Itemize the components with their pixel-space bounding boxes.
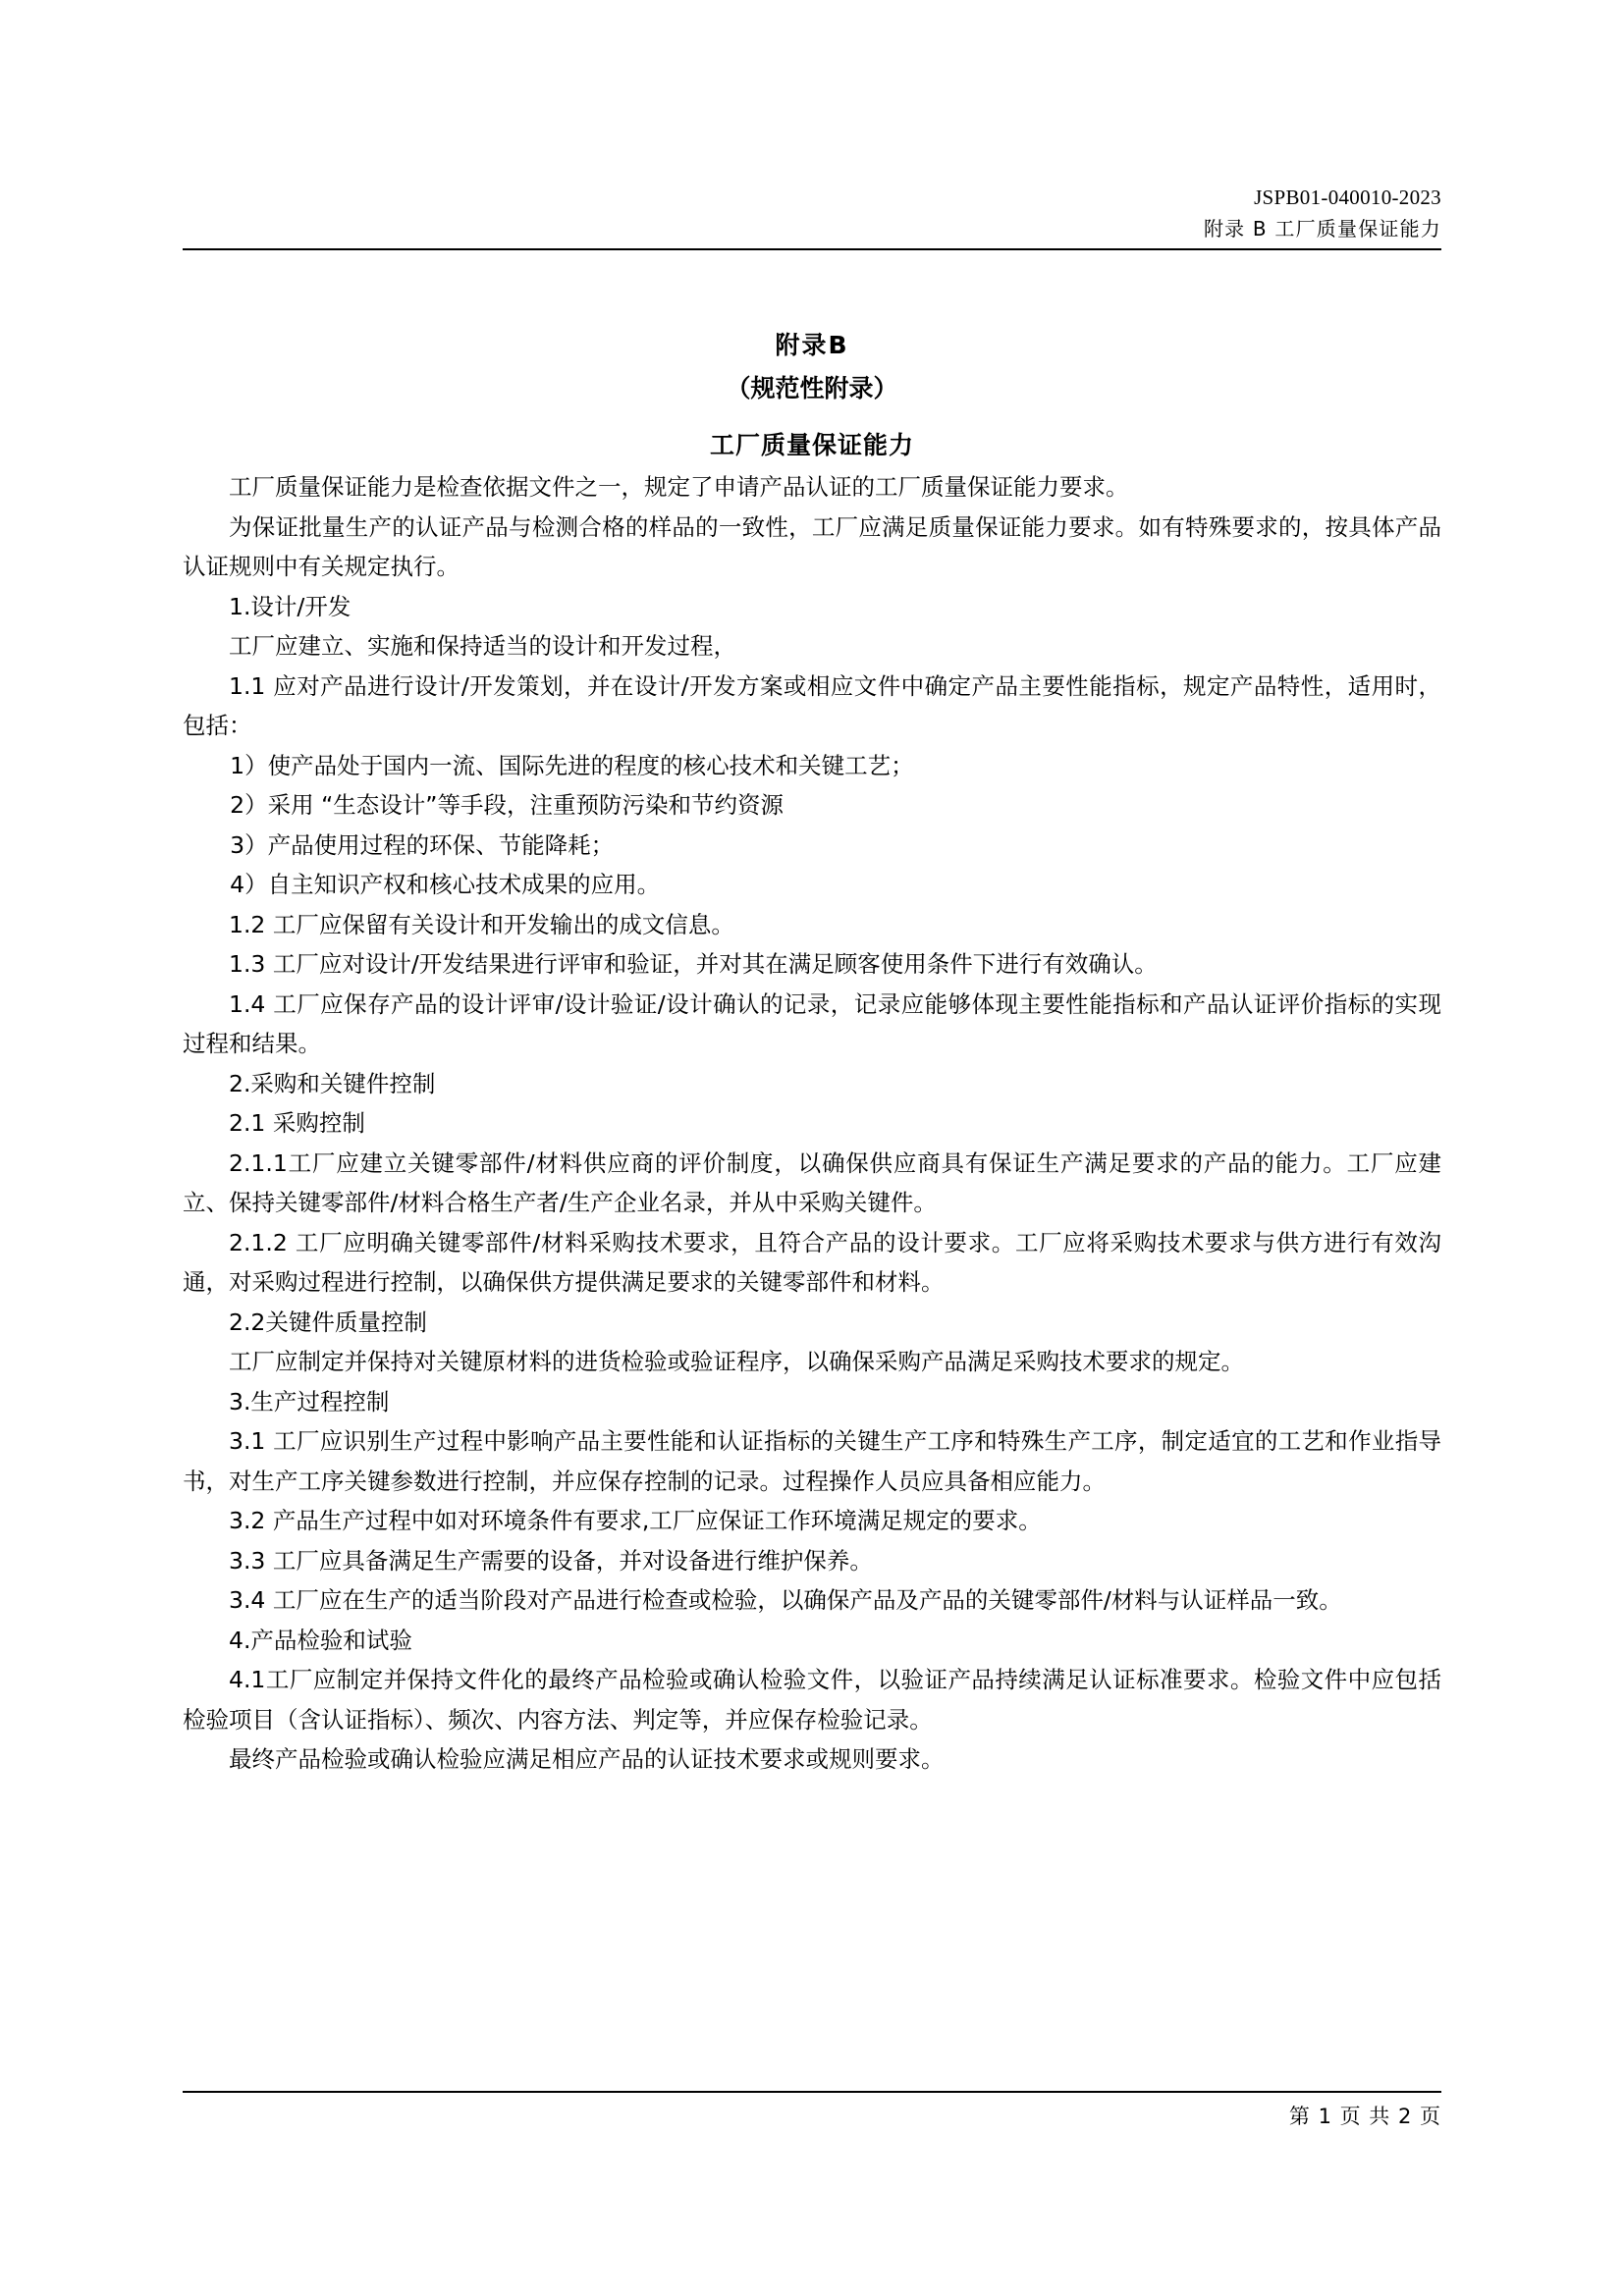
list-item: 4）自主知识产权和核心技术成果的应用。 <box>230 871 661 898</box>
paragraph: 2.2关键件质量控制 <box>229 1308 427 1336</box>
paragraph: 1.设计/开发 <box>229 592 352 620</box>
page-footer <box>183 2101 1441 2130</box>
paragraph: 最终产品检验或确认检验应满足相应产品的认证技术要求或规则要求。 <box>229 1745 945 1773</box>
paragraph: 3.4 工厂应在生产的适当阶段对产品进行检查或检验，以确保产品及产品的关键零部件/材料与认证样品一致。 <box>229 1586 1342 1614</box>
page-number: 第 1 页 共 2 页 <box>1288 2105 1441 2128</box>
footer-divider <box>183 2091 1441 2093</box>
appendix-title: 附录B <box>775 331 849 359</box>
page-header <box>183 182 1441 244</box>
header-doc-number: JSPB01-040010-2023 <box>1254 186 1441 209</box>
header-doc-subtitle: 附录 B 工厂质量保证能力 <box>1203 216 1441 240</box>
paragraph: 4.1工厂应制定并保持文件化的最终产品检验或确认检验文件，以验证产品持续满足认证标准要求。检验文件中应包括检验项目（含认证指标）、频次、内容方法、判定等，并应保存检验记录。 <box>183 1666 1441 1734</box>
header-divider <box>183 248 1441 250</box>
paragraph: 4.产品检验和试验 <box>229 1626 412 1654</box>
paragraph: 为保证批量生产的认证产品与检测合格的样品的一致性，工厂应满足质量保证能力要求。如有特殊要求的，按具体产品认证规则中有关规定执行。 <box>183 512 1441 580</box>
paragraph: 1.1 应对产品进行设计/开发策划，并在设计/开发方案或相应文件中确定产品主要性能指标，规定产品特性，适用时，包括： <box>183 671 1441 739</box>
paragraph: 2.采购和关键件控制 <box>229 1069 436 1097</box>
paragraph: 1.4 工厂应保存产品的设计评审/设计验证/设计确认的记录，记录应能够体现主要性能指标和产品认证评价指标的实现过程和结果。 <box>183 989 1441 1057</box>
paragraph: 3.3 工厂应具备满足生产需要的设备，并对设备进行维护保养。 <box>229 1546 873 1575</box>
paragraph: 工厂应制定并保持对关键原材料的进货检验或验证程序，以确保采购产品满足采购技术要求的规定。 <box>229 1348 1244 1375</box>
page-content-frame <box>183 0 1441 2296</box>
appendix-type: （规范性附录） <box>726 374 898 402</box>
paragraph: 2.1.1工厂应建立关键零部件/材料供应商的评价制度，以确保供应商具有保证生产满足要求的产品的能力。工厂应建立、保持关键零部件/材料合格生产者/生产企业名录，并从中采购关键件。 <box>183 1148 1441 1216</box>
list-item: 3）产品使用过程的环保、节能降耗； <box>230 830 615 859</box>
list-item: 2）采用 “生态设计”等手段，注重预防污染和节约资源 <box>230 791 784 819</box>
paragraph: 工厂应建立、实施和保持适当的设计和开发过程， <box>229 632 736 660</box>
paragraph: 2.1 采购控制 <box>229 1109 365 1137</box>
paragraph: 工厂质量保证能力是检查依据文件之一，规定了申请产品认证的工厂质量保证能力要求。 <box>229 473 1129 501</box>
paragraph: 3.2 产品生产过程中如对环境条件有要求,工厂应保证工作环境满足规定的要求。 <box>229 1507 1042 1534</box>
document-body <box>183 324 1441 1780</box>
section-title: 工厂质量保证能力 <box>709 431 914 459</box>
list-item: 1）使产品处于国内一流、国际先进的程度的核心技术和关键工艺； <box>230 751 914 779</box>
paragraph: 2.1.2 工厂应明确关键零部件/材料采购技术要求，且符合产品的设计要求。工厂应将采购技术要求与供方进行有效沟通，对采购过程进行控制，以确保供方提供满足要求的关键零部件和材料。 <box>183 1228 1441 1296</box>
paragraph: 1.3 工厂应对设计/开发结果进行评审和验证，并对其在满足顾客使用条件下进行有效确认。 <box>229 950 1158 978</box>
paragraph: 3.生产过程控制 <box>229 1387 390 1415</box>
paragraph: 1.2 工厂应保留有关设计和开发输出的成文信息。 <box>229 910 734 938</box>
paragraph: 3.1 工厂应识别生产过程中影响产品主要性能和认证指标的关键生产工序和特殊生产工序，制定适宜的工艺和作业指导书，对生产工序关键参数进行控制，并应保存控制的记录。过程操作人员应具备相应能力。 <box>183 1427 1441 1495</box>
